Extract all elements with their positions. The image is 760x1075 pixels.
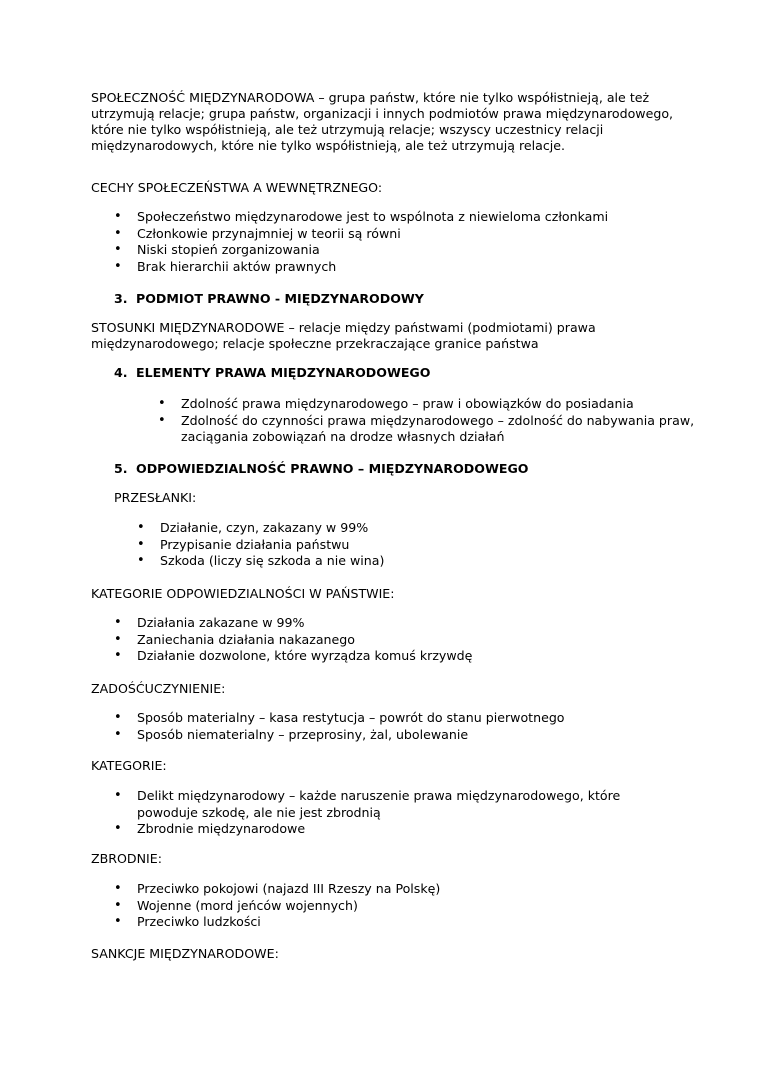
- kategorie-odp-heading: KATEGORIE ODPOWIEDZIALNOŚCI W PAŃSTWIE:: [91, 586, 395, 601]
- section-5-title: ODPOWIEDZIALNOŚĆ PRAWNO – MIĘDZYNARODOWEGO: [136, 461, 529, 476]
- section-4-list: [158, 396, 698, 446]
- list-item: • Przeciwko pokojowi (najazd III Rzeszy na Polskę): [114, 881, 694, 898]
- list-item: • Sposób niematerialny – przeprosiny, żal, ubolewanie: [114, 727, 694, 744]
- list-item: • Przypisanie działania państwu: [137, 537, 697, 554]
- intro-paragraph: SPOŁECZNOŚĆ MIĘDZYNARODOWA – grupa państw, które nie tylko współistnieją, ale też utrzymują relacje; grupa państw, organizacji i innych podmiotów prawa międzynarodowego, które nie tylko współistnieją, ale też utrzymują relacje; wszyscy uczestnicy relacji międzynarodowych, które nie tylko współistnieją, ale też utrzymują relacje.: [91, 90, 674, 153]
- stosunki-paragraph: STOSUNKI MIĘDZYNARODOWE – relacje między państwami (podmiotami) prawa międzynarodowego; relacje społeczne przekraczające granice państwa: [91, 320, 596, 351]
- list-item: • Szkoda (liczy się szkoda a nie wina): [137, 553, 697, 570]
- cechy-heading: CECHY SPOŁECZEŃSTWA A WEWNĘTRZNEGO:: [91, 180, 383, 195]
- przeslanki-list: [137, 520, 697, 570]
- zbrodnie-list: [114, 881, 694, 931]
- section-4-number: 4.: [114, 365, 128, 380]
- list-item: • Przeciwko ludzkości: [114, 914, 694, 931]
- section-4-heading: [114, 365, 430, 381]
- list-item: • Wojenne (mord jeńców wojennych): [114, 898, 694, 915]
- section-3-number: 3.: [114, 291, 128, 306]
- list-item: • Członkowie przynajmniej w teorii są równi: [114, 226, 694, 243]
- kategorie-heading: KATEGORIE:: [91, 758, 167, 773]
- list-item: • Zdolność do czynności prawa międzynarodowego – zdolność do nabywania praw, zaciągania zobowiązań na drodze własnych działań: [158, 413, 698, 446]
- list-item: • Niski stopień zorganizowania: [114, 242, 694, 259]
- list-item: • Działanie dozwolone, które wyrządza komuś krzywdę: [114, 648, 694, 665]
- zadoscuczynienie-heading: ZADOŚĆUCZYNIENIE:: [91, 681, 226, 696]
- przeslanki-label: PRZESŁANKI:: [114, 490, 197, 505]
- list-item: • Delikt międzynarodowy – każde naruszenie prawa międzynarodowego, które powoduje szkodę, ale nie jest zbrodnią: [114, 788, 634, 821]
- section-5-heading: [114, 461, 529, 477]
- list-item: • Brak hierarchii aktów prawnych: [114, 259, 694, 276]
- list-item: • Zaniechania działania nakazanego: [114, 632, 694, 649]
- zbrodnie-heading: ZBRODNIE:: [91, 851, 162, 866]
- list-item: • Działanie, czyn, zakazany w 99%: [137, 520, 697, 537]
- section-3-title: PODMIOT PRAWNO - MIĘDZYNARODOWY: [136, 291, 424, 306]
- zadoscuczynienie-list: [114, 710, 694, 743]
- section-3-heading: [114, 291, 424, 307]
- list-item: • Społeczeństwo międzynarodowe jest to wspólnota z niewieloma członkami: [114, 209, 694, 226]
- list-item: • Sposób materialny – kasa restytucja – powrót do stanu pierwotnego: [114, 710, 694, 727]
- list-item: • Zbrodnie międzynarodowe: [114, 821, 634, 838]
- kategorie-list: [114, 788, 634, 838]
- section-5-number: 5.: [114, 461, 128, 476]
- sankcje-heading: SANKCJE MIĘDZYNARODOWE:: [91, 946, 279, 961]
- list-item: • Zdolność prawa międzynarodowego – praw i obowiązków do posiadania: [158, 396, 698, 413]
- list-item: • Działania zakazane w 99%: [114, 615, 694, 632]
- cechy-list: [114, 209, 694, 276]
- kategorie-odp-list: [114, 615, 694, 665]
- section-4-title: ELEMENTY PRAWA MIĘDZYNARODOWEGO: [136, 365, 431, 380]
